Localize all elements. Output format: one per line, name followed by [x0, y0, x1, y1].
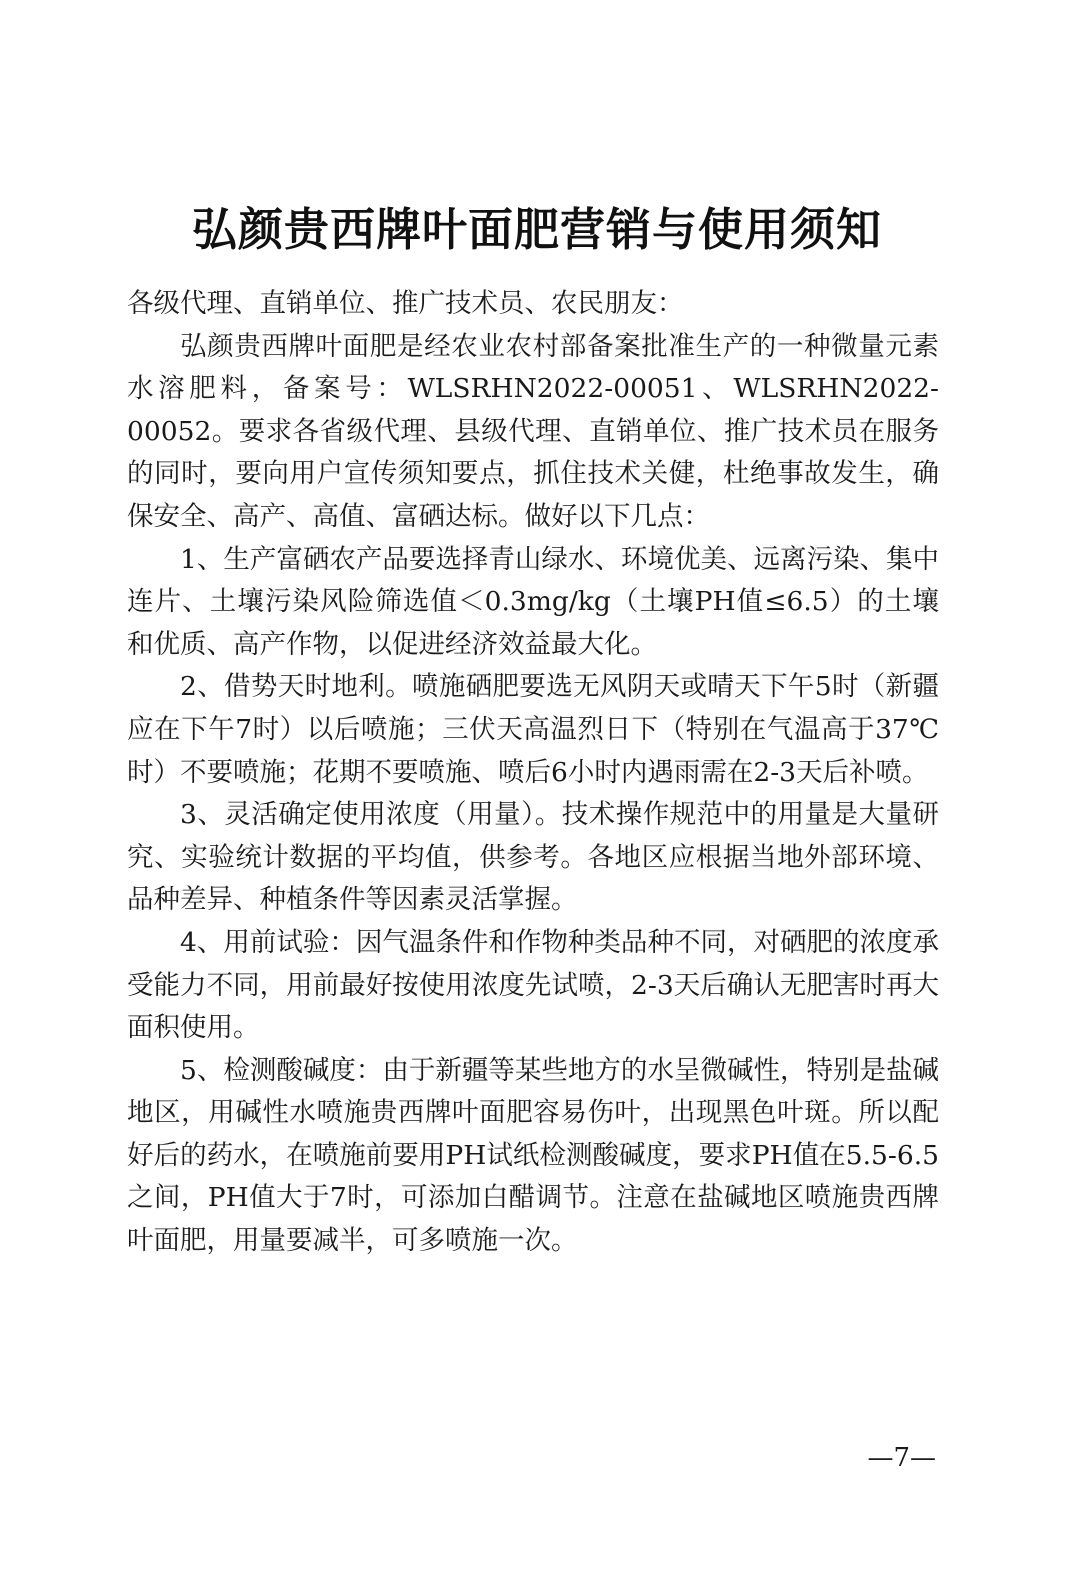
document-title: 弘颜贵西牌叶面肥营销与使用须知: [191, 203, 882, 256]
paragraph-item-2: 2、借势天时地利。喷施硒肥要选无风阴天或晴天下午5时（新疆应在下午7时）以后喷施；三伏天高温烈日下（特别在气温高于37℃时）不要喷施；花期不要喷施、喷后6小时内遇雨需在2-3天后补喷。: [127, 671, 939, 788]
salutation: 各级代理、直销单位、推广技术员、农民朋友：: [127, 288, 684, 319]
paragraph-item-1: 1、生产富硒农产品要选择青山绿水、环境优美、远离污染、集中连片、土壤污染风险筛选值＜0.3mg/kg（土壤PH值≤6.5）的土壤和优质、高产作物，以促进经济效益最大化。: [127, 543, 939, 660]
document-body: [127, 283, 939, 1263]
page-number: —7—: [867, 1443, 936, 1473]
paragraph-item-5: 5、检测酸碱度：由于新疆等某些地方的水呈微碱性，特别是盐碱地区，用碱性水喷施贵西牌叶面肥容易伤叶，出现黑色叶斑。所以配好后的药水，在喷施前要用PH试纸检测酸碱度，要求PH值在5.5-6.5之间，PH值大于7时，可添加白醋调节。注意在盐碱地区喷施贵西牌叶面肥，用量要减半，可多喷施一次。: [127, 1054, 939, 1257]
paragraph-item-3: 3、灵活确定使用浓度（用量）。技术操作规范中的用量是大量研究、实验统计数据的平均值，供参考。各地区应根据当地外部环境、品种差异、种植条件等因素灵活掌握。: [127, 799, 939, 916]
paragraph-intro: 弘颜贵西牌叶面肥是经农业农村部备案批准生产的一种微量元素水溶肥料，备案号：WLSRHN2022-00051、WLSRHN2022-00052。要求各省级代理、县级代理、直销单位、推广技术员在服务的同时，要向用户宣传须知要点，抓住技术关健，杜绝事故发生，确保安全、高产、高值、富硒达标。做好以下几点：: [127, 330, 939, 532]
paragraph-item-4: 4、用前试验：因气温条件和作物种类品种不同，对硒肥的浓度承受能力不同，用前最好按使用浓度先试喷，2-3天后确认无肥害时再大面积使用。: [127, 926, 939, 1044]
